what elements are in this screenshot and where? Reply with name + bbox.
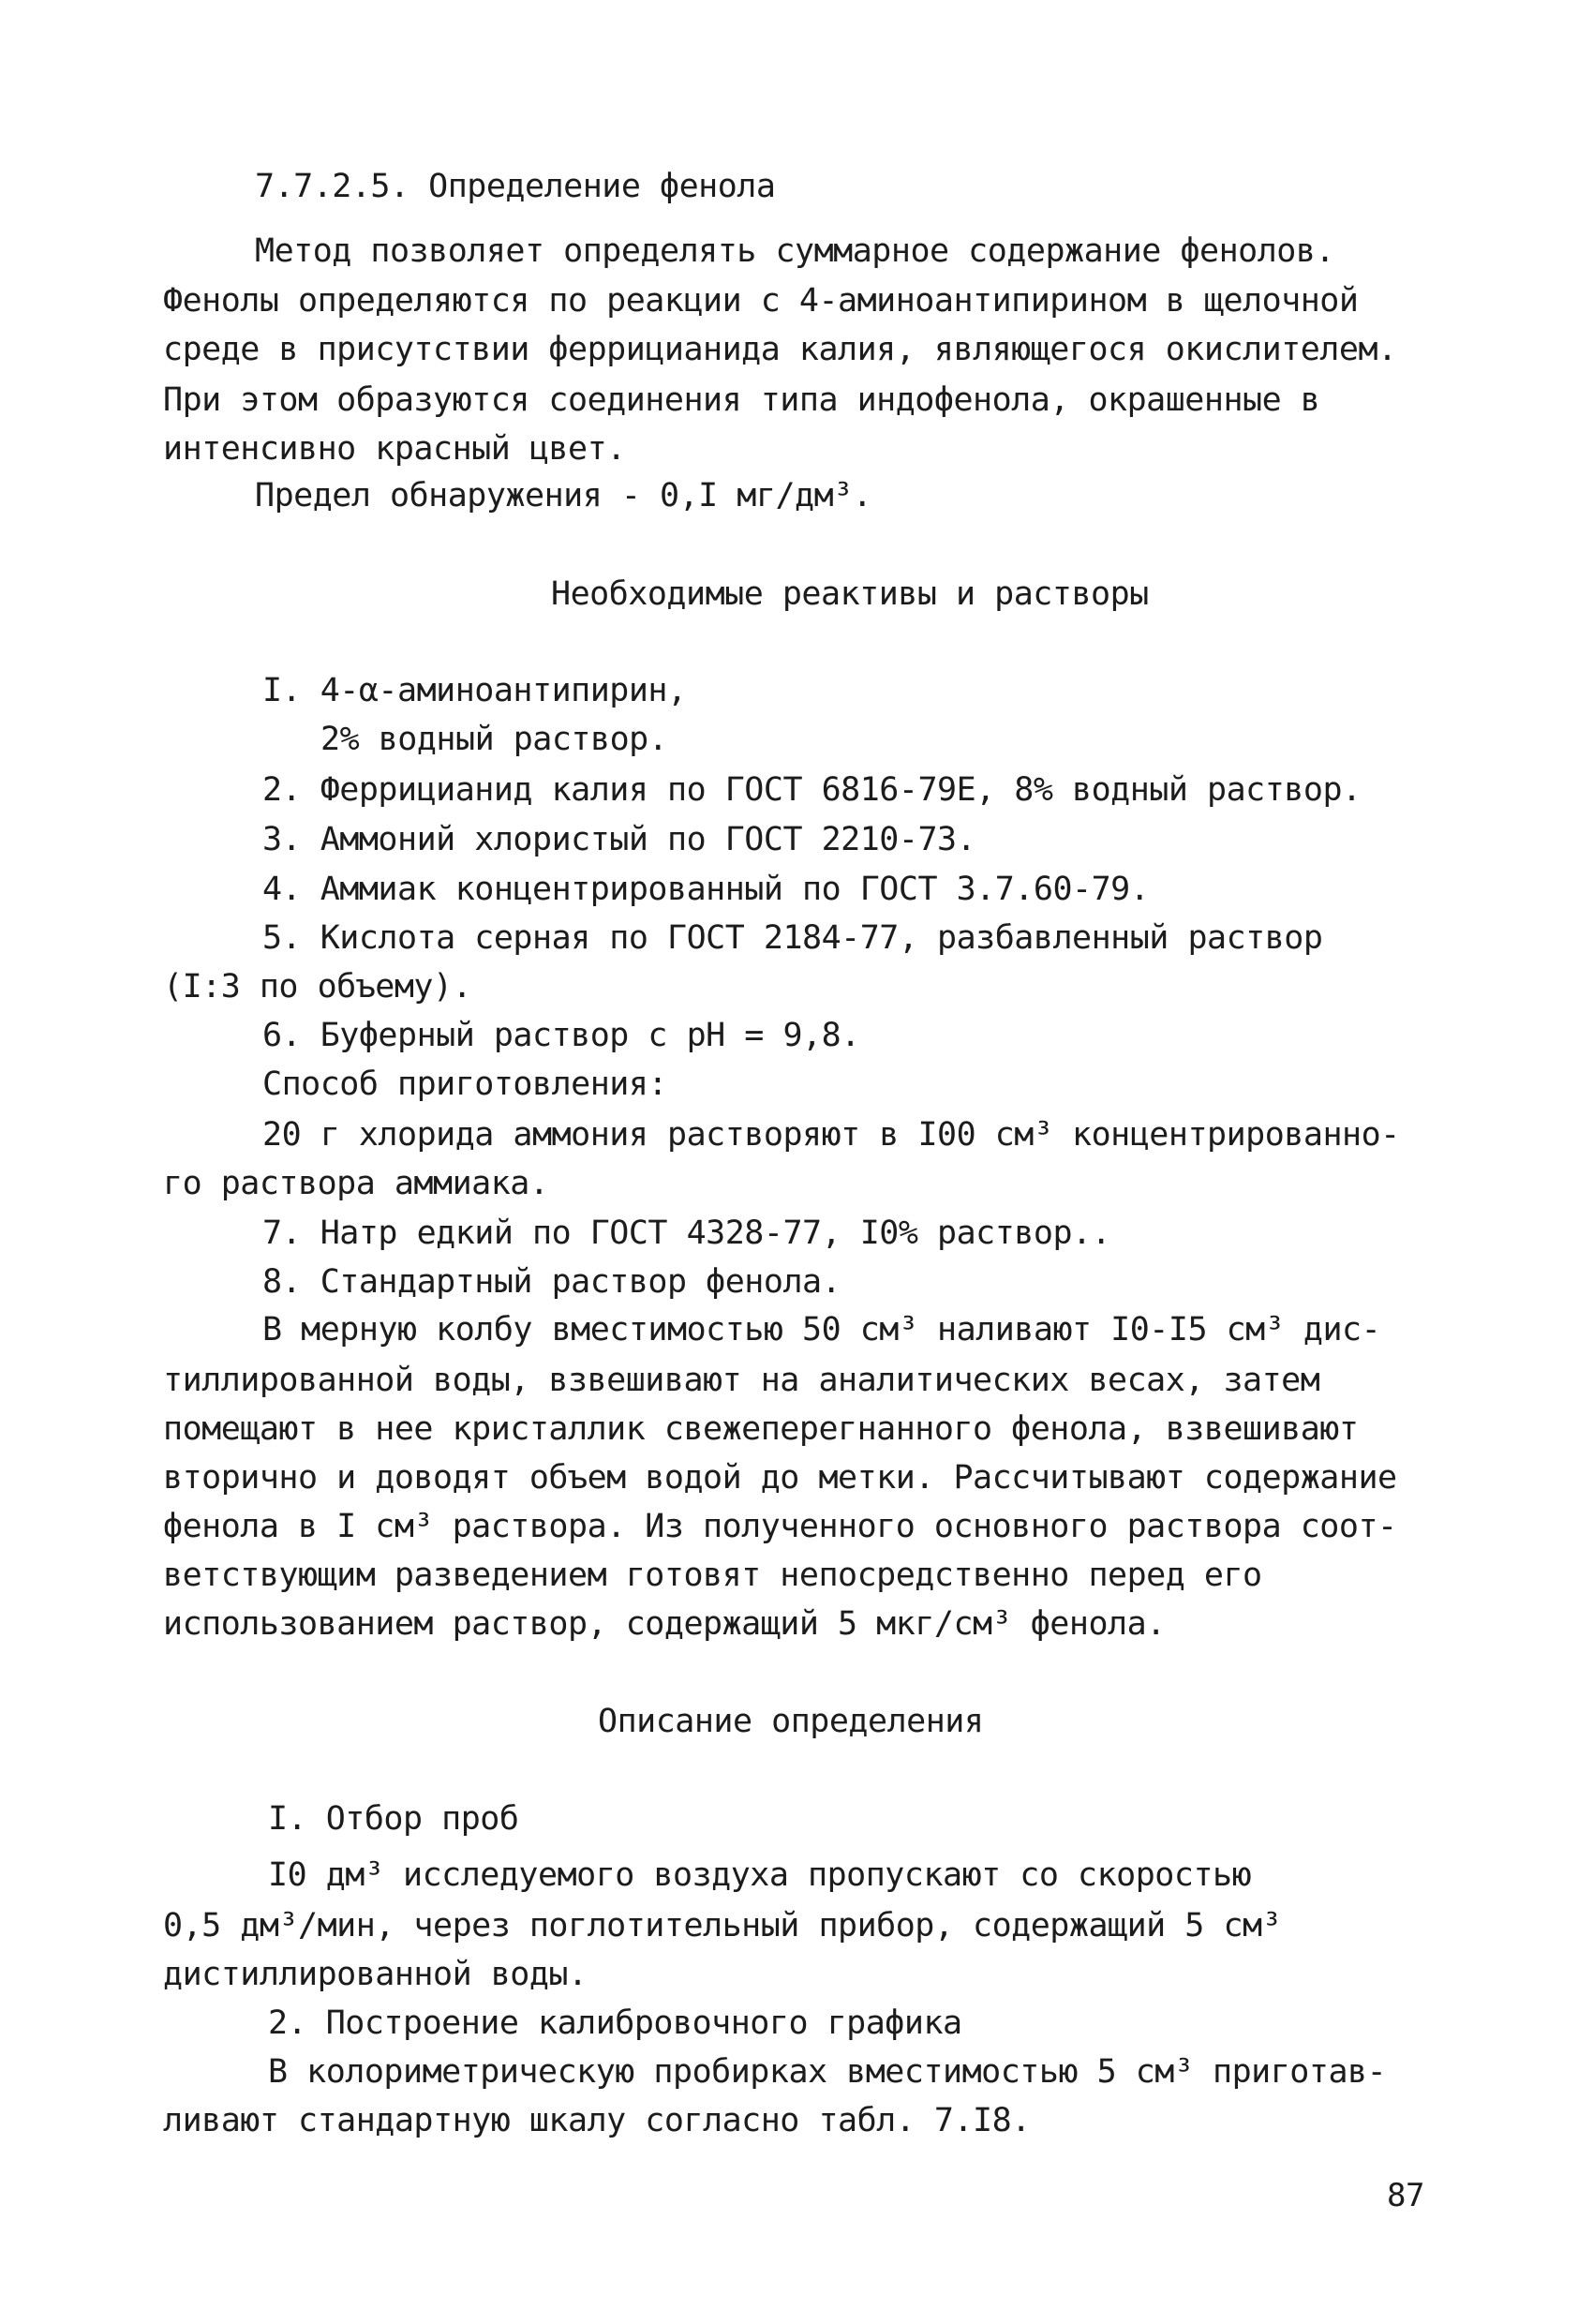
procedure-line: В колориметрическую пробирках вместимостью 5 см³ приготав-: [268, 2053, 1387, 2091]
reagent-line: ветствующим разведением готовят непосредственно перед его: [163, 1557, 1262, 1594]
reagent-line: 2. Феррицианид калия по ГОСТ 6816-79Е, 8% водный раствор.: [262, 771, 1362, 809]
reagent-line: 4. Аммиак концентрированный по ГОСТ 3.7.60-79.: [262, 871, 1150, 908]
intro-line: При этом образуются соединения типа индофенола, окрашенные в: [163, 381, 1320, 419]
section-title: 7.7.2.5. Определение фенола: [255, 168, 776, 205]
intro-line: интенсивно красный цвет.: [163, 430, 626, 468]
reagent-line: 20 г хлорида аммония растворяют в I00 см³ концентрированно-: [262, 1116, 1400, 1154]
intro-line: Метод позволяет определять суммарное содержание фенолов.: [255, 232, 1335, 270]
reagent-line: (I:3 по объему).: [163, 968, 472, 1006]
reagent-line: В мерную колбу вместимостью 50 см³ наливают I0-I5 см³ дис-: [262, 1311, 1381, 1348]
reagents-heading: Необходимые реактивы и растворы: [551, 575, 1149, 613]
reagent-line: вторично и доводят объем водой до метки. Рассчитывают содержание: [163, 1459, 1397, 1497]
intro-line: Фенолы определяются по реакции с 4-аминоантипирином в щелочной: [163, 282, 1359, 320]
procedure-line: I0 дм³ исследуемого воздуха пропускают со скоростью: [268, 1856, 1252, 1894]
reagent-line: 6. Буферный раствор с pH = 9,8.: [262, 1017, 860, 1054]
reagent-line: использованием раствор, содержащий 5 мкг/см³ фенола.: [163, 1605, 1166, 1643]
reagent-line: тиллированной воды, взвешивают на аналитических весах, затем: [163, 1362, 1320, 1399]
reagent-line: 3. Аммоний хлористый по ГОСТ 2210-73.: [262, 821, 976, 858]
reagent-line: I. 4-α-аминоантипирин,: [262, 672, 687, 709]
procedure-line: 2. Построение калибровочного графика: [268, 2004, 962, 2042]
reagent-line: помещают в нее кристаллик свежеперегнанного фенола, взвешивают: [163, 1410, 1359, 1448]
detection-limit: Предел обнаружения - 0,I мг/дм³.: [255, 477, 872, 514]
intro-line: среде в присутствии феррицианида калия, являющегося окислителем.: [163, 331, 1397, 368]
reagent-line: 8. Стандартный раствор фенола.: [262, 1263, 841, 1301]
page-number: 87: [1387, 2177, 1424, 2214]
procedure-heading: Описание определения: [598, 1703, 984, 1740]
reagent-line: го раствора аммиака.: [163, 1165, 549, 1202]
reagent-line: Способ приготовления:: [262, 1065, 668, 1103]
reagent-line: 2% водный раствор.: [320, 721, 668, 758]
procedure-line: I. Отбор проб: [268, 1800, 519, 1838]
procedure-line: дистиллированной воды.: [163, 1956, 588, 1993]
reagent-line: 7. Натр едкий по ГОСТ 4328-77, I0% раствор..: [262, 1214, 1111, 1252]
reagent-line: 5. Кислота серная по ГОСТ 2184-77, разбавленный раствор: [262, 919, 1323, 957]
reagent-line: фенола в I см³ раствора. Из полученного основного раствора соот-: [163, 1508, 1397, 1545]
procedure-line: ливают стандартную шкалу согласно табл. 7.I8.: [163, 2102, 1031, 2139]
procedure-line: 0,5 дм³/мин, через поглотительный прибор, содержащий 5 см³: [163, 1907, 1282, 1944]
